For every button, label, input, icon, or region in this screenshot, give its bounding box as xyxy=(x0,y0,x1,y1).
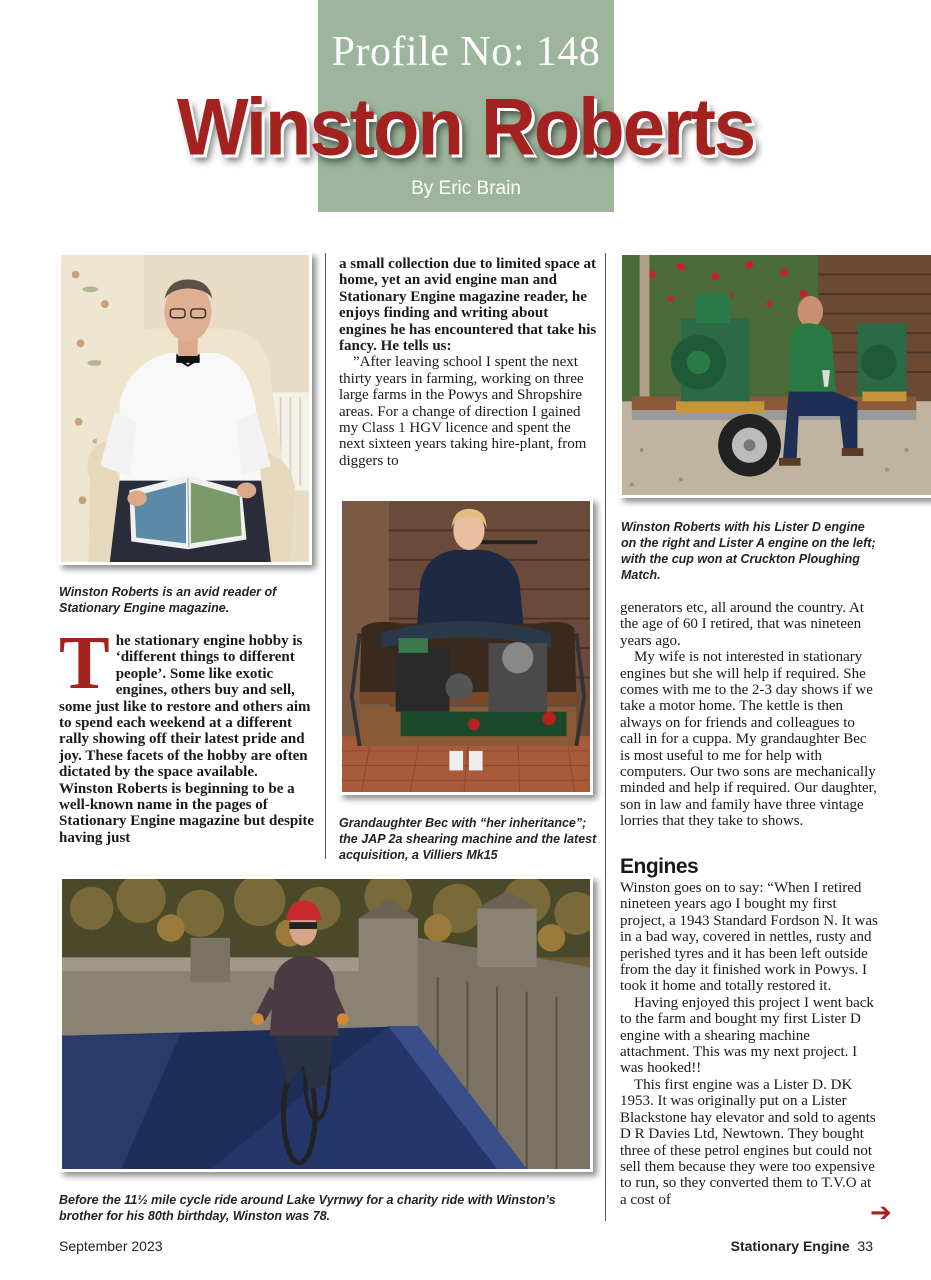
intro-paragraph-start: he stationary engine hobby is ‘different things to different people’. Some like exotic engines, others buy and sell, some just like to restore and others aim to spend each weekend at a different rally showing off their latest pride and joy. These facets of the hobby are often dictated by the space available. Winston Roberts is beginning to be a well-known name in the pages of Stationary Engine magazine but despite having just xyxy=(59,633,315,846)
paragraph-after-school: ”After leaving school I spent the next thirty years in farming, working on three large farms in the Powys and Shropshire areas. For a change of direction I gained my Class 1 HGV licence and spent the next sixteen years taking hire-plant, from diggers to xyxy=(339,354,587,469)
intro-paragraph-end: a small collection due to limited space at home, yet an avid engine man and Stationary Engine magazine reader, he enjoys finding and writing about engines he has encountered that take his fancy. He tells us: xyxy=(339,256,597,355)
byline: By Eric Brain xyxy=(411,178,521,199)
caption-reader: Winston Roberts is an avid reader of Stationary Engine magazine. xyxy=(59,585,277,615)
drop-cap: T xyxy=(59,621,110,705)
caption-engines: Winston Roberts with his Lister D engine on the right and Lister A engine on the left; with the cup won at Cruckton Ploughing Match. xyxy=(621,520,876,582)
text-col3-top xyxy=(620,600,880,830)
section-heading-engines: Engines xyxy=(620,855,699,878)
footer-date: September 2023 xyxy=(59,1238,163,1254)
caption-granddaughter: Grandaughter Bec with “her inheritance”; the JAP 2a shearing machine and the latest acquisition, a Villiers Mk15 xyxy=(339,816,597,862)
arrow-right-icon: ➔ xyxy=(870,1198,892,1228)
text-col2 xyxy=(339,256,597,469)
text-col3-engines xyxy=(620,880,880,1208)
intro-text-col1 xyxy=(59,621,315,846)
photo-cycle-ride xyxy=(59,876,593,1172)
photo-reader xyxy=(58,252,312,565)
article-title: Winston Roberts xyxy=(176,82,755,173)
paragraph-family: My wife is not interested in stationary engines but she will help if required. She comes with me to the 2-3 day shows if we take a motor home. The kettle is then always on for friends and colleagues to call in for a cuppa. My grandaughter Bec is most useful to me for help with computers. Our two sons are mechanically minded and help if required. Our daughter, son in law and family have three vintage lorries that they take to shows. xyxy=(620,649,877,830)
column-rule-1 xyxy=(325,253,326,859)
paragraph-first-engine: This first engine was a Lister D. DK 1953. It was originally put on a Lister Blackstone hay elevator and sold to agents D R Davies Ltd, Newtown. They bought three of these petrol engines but could not sell them because they were too expensive to run, so they converted them to T.V.O at a cost of xyxy=(620,1076,876,1208)
paragraph-first-project: Winston goes on to say: “When I retired nineteen years ago I bought my first project, a 1943 Standard Fordson N. It was in a bad way, covered in nettles, rusty and perished tyres and it has been left outside from the day it finished work in Powys. I took it home and totally restored it. xyxy=(620,880,878,995)
paragraph-retired: generators etc, all around the country. At the age of 60 I retired, that was nineteen years ago. xyxy=(620,600,864,649)
footer-publication xyxy=(731,1238,873,1254)
paragraph-lister-d: Having enjoyed this project I went back to the farm and bought my first Lister D engine with a shearing machine attachment. This was my next project. I was hooked!! xyxy=(620,994,874,1077)
column-rule-2 xyxy=(605,253,606,1221)
page-number: 33 xyxy=(857,1238,873,1254)
photo-granddaughter xyxy=(339,498,593,795)
caption-cycle-ride: Before the 11½ mile cycle ride around Lake Vyrnwy for a charity ride with Winston’s brother for his 80th birthday, Winston was 78. xyxy=(59,1193,556,1223)
profile-number: Profile No: 148 xyxy=(331,29,601,75)
publication-name: Stationary Engine xyxy=(730,1238,850,1254)
photo-engines-trailer xyxy=(619,252,931,498)
